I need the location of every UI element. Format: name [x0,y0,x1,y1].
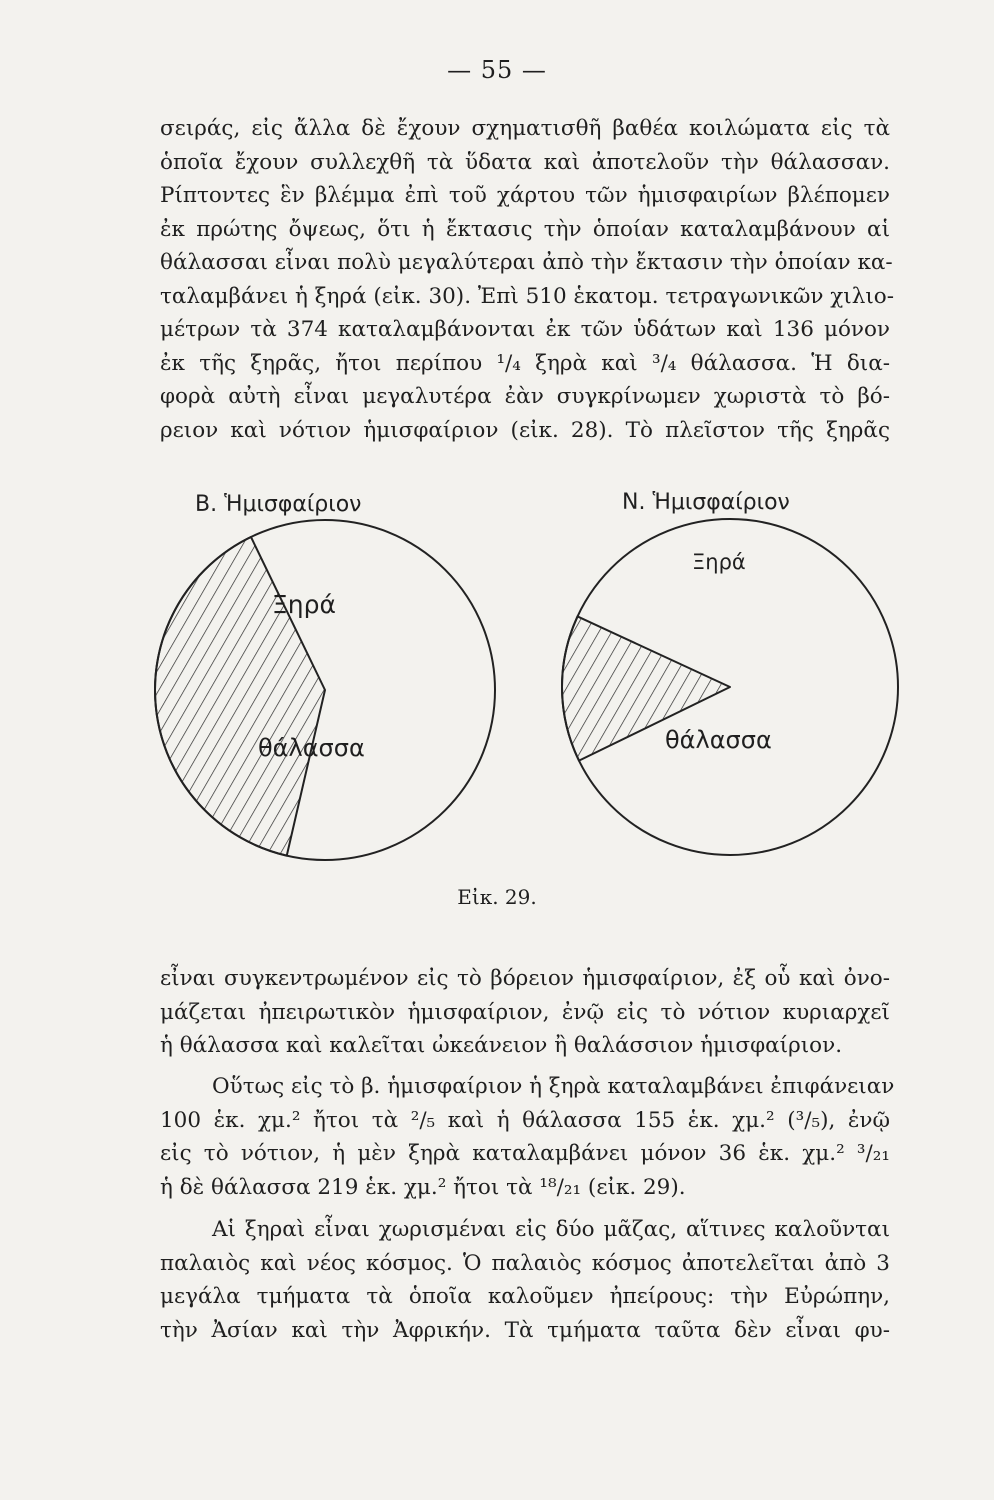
text-line: ταλαμβάνει ἡ ξηρά (εἰκ. 30). Ἐπὶ 510 ἑκατομ. τετραγωνικῶν χιλιο- [160,283,895,309]
north-land-label: Ξηρά [272,590,336,619]
text-line: παλαιὸς καὶ νέος κόσμος. Ὁ παλαιὸς κόσμος ἀποτελεῖται ἀπὸ 3 [160,1250,890,1276]
text-line: ἡ δὲ θάλασσα 219 ἑκ. χμ.² ἤτοι τὰ ¹⁸/₂₁ (εἰκ. 29). [160,1174,686,1200]
south-sea-label: θάλασσα [665,726,772,754]
north-land-slice [155,537,325,856]
text-line: ρειον καὶ νότιον ἡμισφαίριον (εἰκ. 28). Τὸ πλεῖστον τῆς ξηρᾶς [160,417,890,443]
text-line: σειράς, εἰς ἄλλα δὲ ἔχουν σχηματισθῆ βαθέα κοιλώματα εἰς τὰ [160,116,890,141]
text-line: Οὕτως εἰς τὸ β. ἡμισφαίριον ἡ ξηρὰ καταλαμβάνει ἐπιφάνειαν [212,1074,895,1099]
paragraph-4 [160,1213,890,1347]
text-line: μέτρων τὰ 374 καταλαμβάνονται ἐκ τῶν ὑδάτων καὶ 136 μόνον [160,317,890,342]
south-hemisphere-title: Ν. Ἡμισφαίριον [622,490,790,515]
hemisphere-figure [140,480,900,880]
text-line: Ρίπτοντες ἓν βλέμμα ἐπὶ τοῦ χάρτου τῶν ἡμισφαιρίων βλέπομεν [160,183,890,208]
figure-caption: Εἰκ. 29. [457,885,537,909]
north-sea-label: θάλασσα [258,734,365,762]
text-line: θάλασσαι εἶναι πολὺ μεγαλύτεραι ἀπὸ τὴν ἔκτασιν τὴν ὁποίαν κα- [160,250,893,275]
text-line: ἡ θάλασσα καὶ καλεῖται ὠκεάνειον ἢ θαλάσσιον ἡμισφαίριον. [160,1033,843,1058]
text-line: Αἱ ξηραὶ εἶναι χωρισμέναι εἰς δύο μᾶζας, αἵτινες καλοῦνται [212,1217,890,1242]
south-land-label: Ξηρά [692,550,746,574]
text-line: φορὰ αὐτὴ εἶναι μεγαλυτέρα ἐὰν συγκρίνωμεν χωριστὰ τὸ βό- [160,384,890,409]
page-number: — 55 — [447,56,547,84]
text-line: μεγάλα τμήματα τὰ ὁποῖα καλοῦμεν ἠπείρους: τὴν Εὐρώπην, [160,1284,890,1309]
text-line: ὁποῖα ἔχουν συλλεχθῆ τὰ ὕδατα καὶ ἀποτελοῦν τὴν θάλασσαν. [160,149,890,175]
text-line: ἐκ πρώτης ὄψεως, ὅτι ἡ ἔκτασις τὴν ὁποίαν καταλαμβάνουν αἱ [160,216,890,242]
text-line: τὴν Ἀσίαν καὶ τὴν Ἀφρικήν. Τὰ τμήματα ταῦτα δὲν εἶναι φυ- [160,1317,890,1343]
north-hemisphere-title: Β. Ἡμισφαίριον [195,492,362,517]
paragraph-1 [160,112,895,447]
text-line: μάζεται ἠπειρωτικὸν ἡμισφαίριον, ἐνῷ εἰς τὸ νότιον κυριαρχεῖ [160,999,890,1025]
text-line: 100 ἑκ. χμ.² ἤτοι τὰ ²/₅ καὶ ἡ θάλασσα 155 ἑκ. χμ.² (³/₅), ἐνῷ [160,1107,890,1133]
hemisphere-pie-charts [140,480,900,880]
paragraph-2 [160,962,890,1063]
paragraph-3 [160,1070,895,1204]
text-line: εἰς τὸ νότιον, ἡ μὲν ξηρὰ καταλαμβάνει μόνον 36 ἑκ. χμ.² ³/₂₁ [160,1141,890,1166]
north-hemisphere-pie [155,520,495,860]
text-line: ἐκ τῆς ξηρᾶς, ἤτοι περίπου ¹/₄ ξηρὰ καὶ ³/₄ θάλασσα. Ἡ δια- [160,350,890,376]
text-line: εἶναι συγκεντρωμένον εἰς τὸ βόρειον ἡμισφαίριον, ἐξ οὗ καὶ ὀνο- [160,966,890,991]
